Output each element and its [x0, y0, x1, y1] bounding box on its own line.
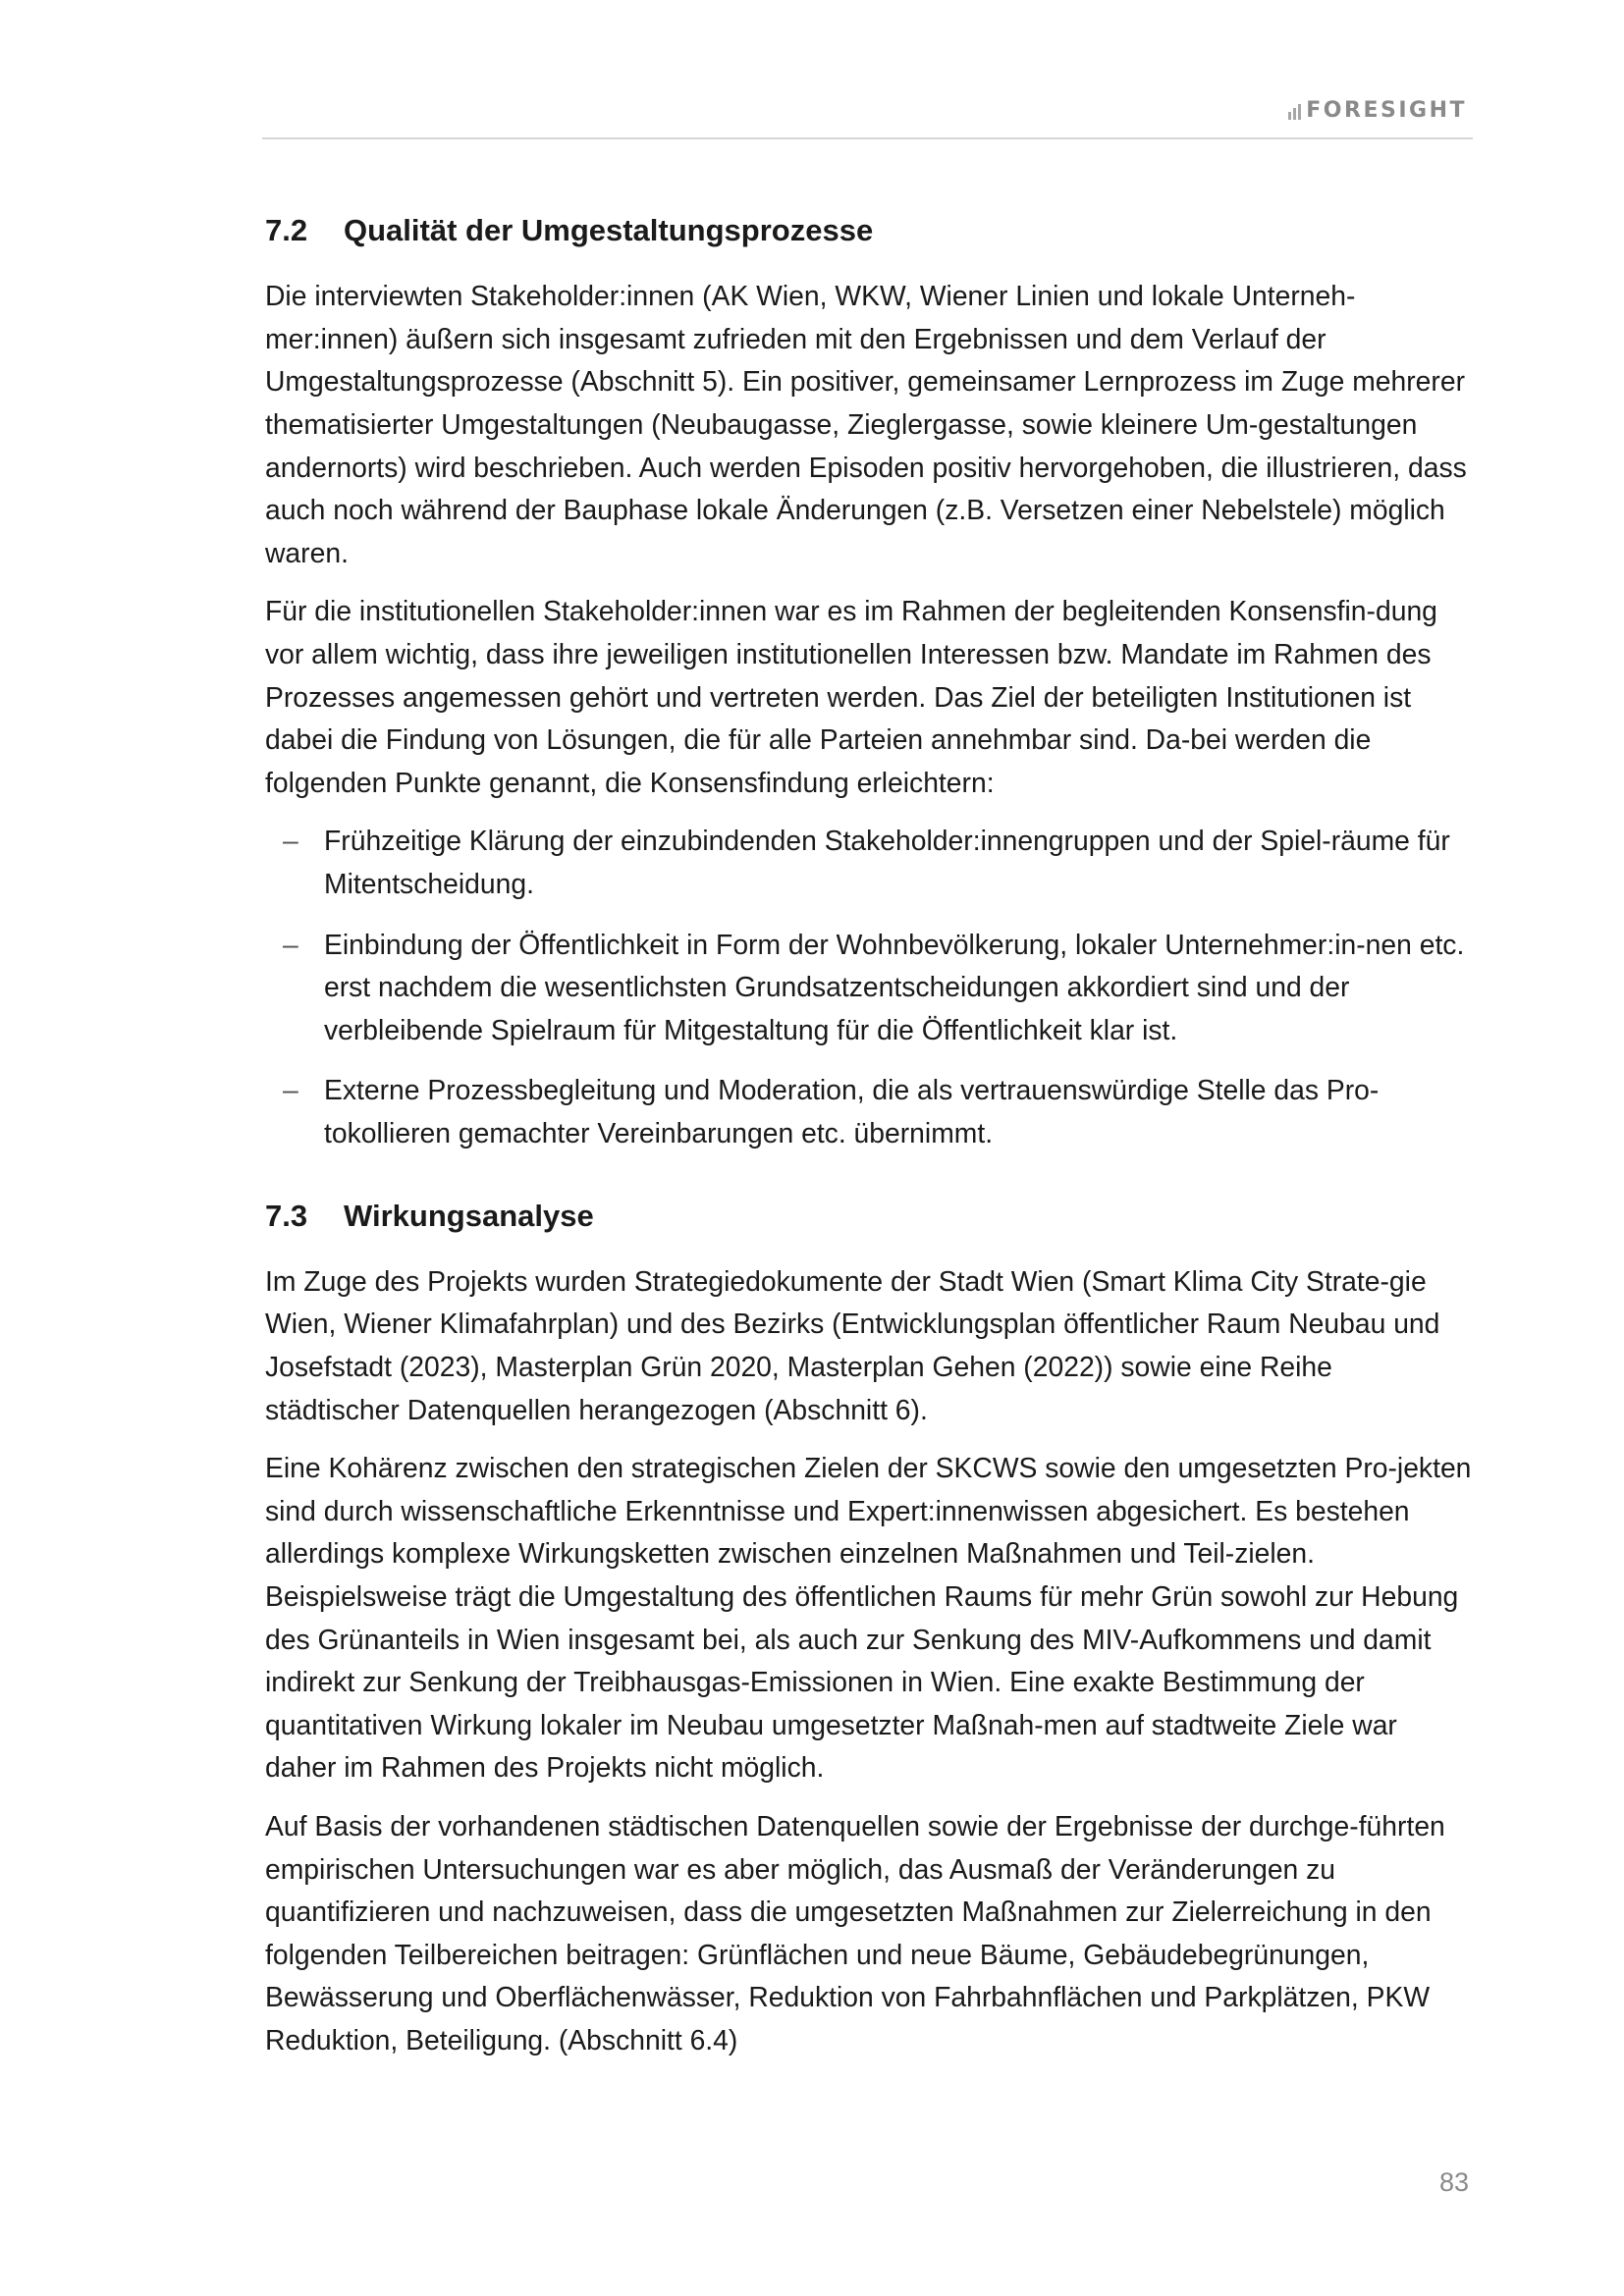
logo-text: FORESIGHT — [1306, 98, 1467, 123]
list-item — [265, 1069, 1473, 1154]
list-item-text: Einbindung der Öffentlichkeit in Form der Wohnbevölkerung, lokaler Unternehmer:in-nen etc. erst nachdem die wesentlichsten Grundsatzentscheidungen akkordiert sind und der verbleibende Spielraum für Mitgestaltung für die Öffentlichkeit klar ist. — [324, 928, 1465, 1045]
section-heading-7-3 — [265, 1197, 1473, 1236]
bullet-dash: – — [283, 825, 298, 857]
page-header — [262, 94, 1473, 139]
bullet-dash: – — [283, 1074, 298, 1106]
list-item — [265, 820, 1473, 905]
paragraph: Auf Basis der vorhandenen städtischen Datenquellen sowie der Ergebnisse der durchge-führten empirischen Untersuchungen war es aber möglich, das Ausmaß der Veränderungen zu quantifizieren und nachzuweisen, dass die umgesetzten Maßnahmen zur Zielerreichung in den folgenden Teilbereichen beitragen: Grünflächen und neue Bäume, Gebäudebegrünungen, Bewässerung und Oberflächenwässer, Reduktion von Fahrbahnflächen und Parkplätzen, PKW Reduktion, Beteiligung. (Abschnitt 6.4) — [265, 1810, 1445, 2056]
bullet-dash: – — [283, 928, 298, 960]
list-item-text: Frühzeitige Klärung der einzubindenden Stakeholder:innengruppen und der Spiel-räume für Mitentscheidung. — [324, 825, 1450, 900]
foresight-logo — [1288, 98, 1467, 123]
section-title: Qualität der Umgestaltungsprozesse — [344, 213, 874, 247]
bullet-list — [265, 820, 1473, 1154]
section-number: 7.2 — [265, 213, 308, 247]
logo-bars-icon — [1288, 100, 1301, 123]
section-number: 7.3 — [265, 1198, 308, 1233]
page-content — [265, 211, 1473, 2062]
section-heading-7-2 — [265, 211, 1473, 250]
paragraph: Eine Kohärenz zwischen den strategischen Zielen der SKCWS sowie den umgesetzten Pro-jekten sind durch wissenschaftliche Erkenntnisse und Expert:innenwissen abgesichert. Es bestehen allerdings komplexe Wirkungsketten zwischen einzelnen Maßnahmen und Teil-zielen. Beispielsweise trägt die Umgestaltung des öffentlichen Raums für mehr Grün sowohl zur Hebung des Grünanteils in Wien insgesamt bei, als auch zur Senkung des MIV-Aufkommens und damit indirekt zur Senkung der Treibhausgas-Emissionen in Wien. Eine exakte Bestimmung der quantitativen Wirkung lokaler im Neubau umgesetzter Maßnah-men auf stadtweite Ziele war daher im Rahmen des Projekts nicht möglich. — [265, 1452, 1472, 1784]
section-title: Wirkungsanalyse — [344, 1198, 594, 1233]
list-item-text: Externe Prozessbegleitung und Moderation, die als vertrauenswürdige Stelle das Pro-tokollieren gemachter Vereinbarungen etc. übernimmt. — [324, 1074, 1380, 1148]
paragraph: Im Zuge des Projekts wurden Strategiedokumente der Stadt Wien (Smart Klima City Strate-gie Wien, Wiener Klimafahrplan) und des Bezirks (Entwicklungsplan öffentlicher Raum Neubau und Josefstadt (2023), Masterplan Grün 2020, Masterplan Gehen (2022)) sowie eine Reihe städtischer Datenquellen herangezogen (Abschnitt 6). — [265, 1264, 1440, 1425]
paragraph: Für die institutionellen Stakeholder:innen war es im Rahmen der begleitenden Konsensfin-dung vor allem wichtig, dass ihre jeweiligen institutionellen Interessen bzw. Mandate im Rahmen des Prozesses angemessen gehört und vertreten werden. Das Ziel der beteiligten Institutionen ist dabei die Findung von Lösungen, die für alle Parteien annehmbar sind. Da-bei werden die folgenden Punkte genannt, die Konsensfindung erleichtern: — [265, 595, 1437, 798]
paragraph: Die interviewten Stakeholder:innen (AK Wien, WKW, Wiener Linien und lokale Unterneh-mer:innen) äußern sich insgesamt zufrieden mit den Ergebnissen und dem Verlauf der Umgestaltungsprozesse (Abschnitt 5). Ein positiver, gemeinsamer Lernprozess im Zuge mehrerer thematisierter Umgestaltungen (Neubaugasse, Zieglergasse, sowie kleinere Um-gestaltungen andernorts) wird beschrieben. Auch werden Episoden positiv hervorgehoben, die illustrieren, dass auch noch während der Bauphase lokale Änderungen (z.B. Versetzen einer Nebelstele) möglich waren. — [265, 280, 1467, 568]
page-number: 83 — [1438, 2167, 1469, 2197]
list-item — [265, 924, 1473, 1052]
